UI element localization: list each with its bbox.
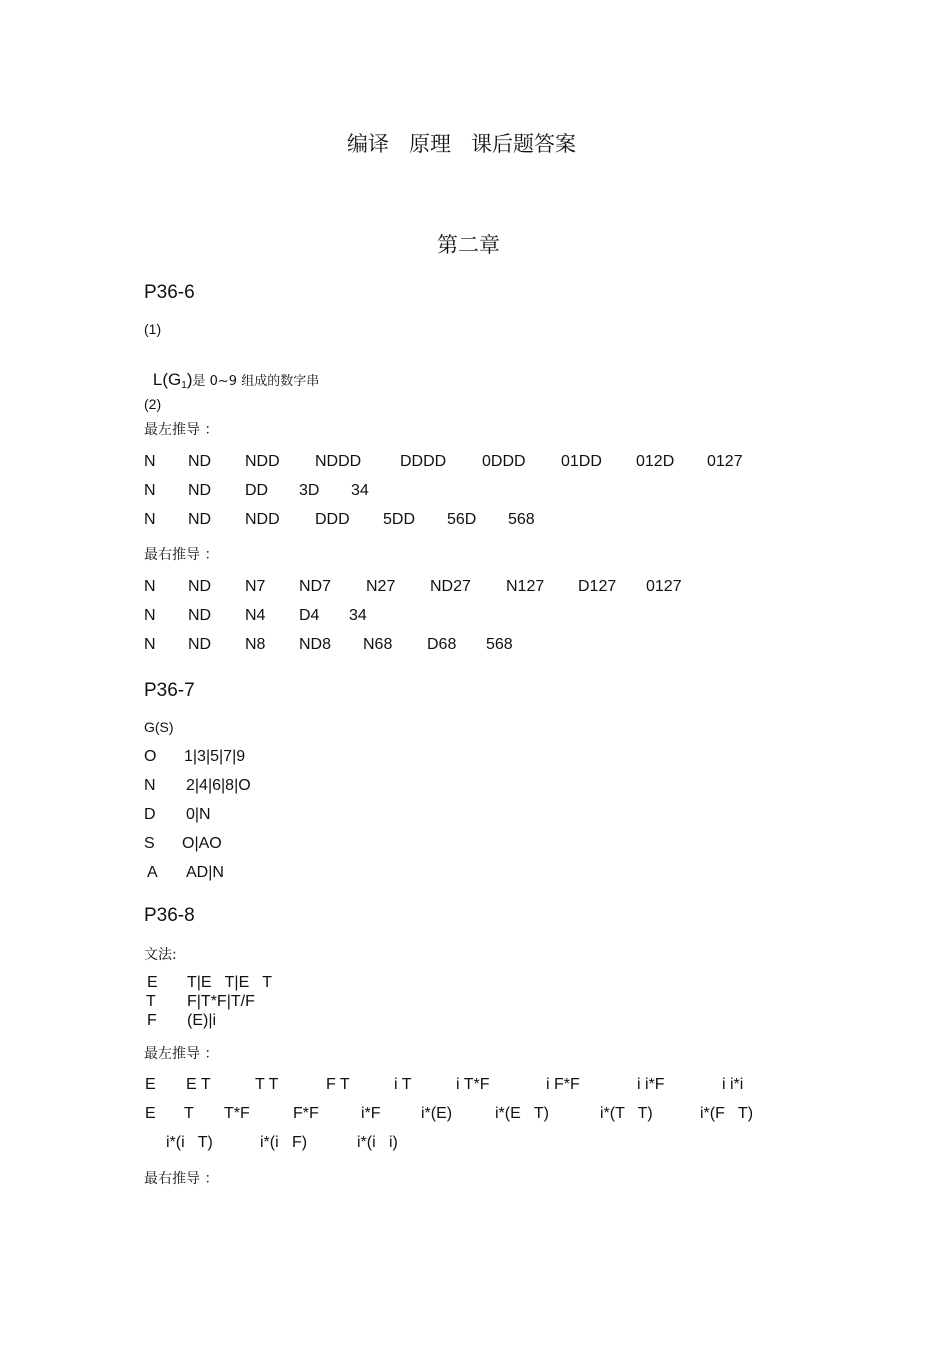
derivation-row	[0, 578, 950, 600]
derivation-step: i*(F T)	[700, 1105, 754, 1122]
derivation-step: DDD	[315, 511, 350, 528]
derivation-step: 56D	[447, 511, 477, 528]
derivation-step: T T	[255, 1076, 279, 1093]
leftmost-derivation-label: 最左推导 ：	[144, 1046, 219, 1062]
rule-lhs: N	[144, 777, 156, 794]
section-heading-p36-8: P36-8	[144, 905, 195, 926]
derivation-step: F*F	[293, 1105, 319, 1122]
derivation-step: i F*F	[546, 1076, 580, 1093]
rule-rhs: AD|N	[186, 864, 224, 881]
derivation-step: ND27	[430, 578, 471, 595]
derivation-step: N	[144, 607, 156, 624]
rule-rhs: 1|3|5|7|9	[184, 748, 246, 765]
derivation-step: 568	[486, 636, 513, 653]
language-paren-close: )	[186, 370, 193, 389]
language-paren-open: (	[162, 370, 169, 389]
derivation-row	[0, 1105, 950, 1127]
rightmost-derivation-label: 最右推导 ：	[144, 547, 219, 563]
production-rule	[0, 777, 950, 799]
derivation-row	[0, 636, 950, 658]
derivation-step: E	[145, 1105, 156, 1122]
rule-rhs: O|AO	[182, 835, 222, 852]
derivation-step: i T	[394, 1076, 412, 1093]
derivation-row	[0, 453, 950, 475]
derivation-step: N4	[245, 607, 266, 624]
production-rule	[0, 748, 950, 770]
derivation-step: N27	[366, 578, 396, 595]
derivation-step: N	[144, 511, 156, 528]
derivation-step: E T	[186, 1076, 211, 1093]
derivation-step: NDD	[245, 511, 280, 528]
rule-lhs: A	[147, 864, 158, 881]
derivation-step: DDDD	[400, 453, 447, 470]
derivation-step: N	[144, 453, 156, 470]
rule-lhs: S	[144, 835, 155, 852]
production-rule	[0, 864, 950, 886]
derivation-step: ND	[188, 511, 212, 528]
derivation-step: 3D	[299, 482, 320, 499]
derivation-step: 0127	[646, 578, 682, 595]
derivation-step: ND	[188, 578, 212, 595]
derivation-step: 012D	[636, 453, 675, 470]
derivation-step: N	[144, 636, 156, 653]
grammar-symbol: G	[168, 370, 182, 389]
derivation-step: NDD	[245, 453, 280, 470]
language-definition	[144, 352, 319, 391]
derivation-row	[0, 1134, 950, 1156]
production-rule	[0, 974, 950, 993]
production-rule	[0, 835, 950, 857]
derivation-step: E	[145, 1076, 156, 1093]
derivation-step: ND	[188, 482, 212, 499]
section-heading-p36-7: P36-7	[144, 680, 195, 701]
production-rule	[0, 806, 950, 828]
section-heading-p36-6: P36-6	[144, 282, 195, 303]
derivation-step: T*F	[224, 1105, 250, 1122]
derivation-step: D127	[578, 578, 617, 595]
derivation-step: ND	[188, 636, 212, 653]
rule-lhs: D	[144, 806, 156, 823]
derivation-step: N68	[363, 636, 393, 653]
derivation-step: 5DD	[383, 511, 416, 528]
grammar-name: G(S)	[144, 719, 174, 735]
derivation-step: N127	[506, 578, 545, 595]
derivation-step: i*F	[361, 1105, 381, 1122]
derivation-step: i i*F	[637, 1076, 665, 1093]
rule-lhs: E	[147, 974, 158, 991]
rule-rhs: 0|N	[186, 806, 211, 823]
derivation-step: i*(T T)	[600, 1105, 653, 1122]
derivation-step: i i*i	[722, 1076, 744, 1093]
derivation-step: D68	[427, 636, 457, 653]
rule-rhs: 2|4|6|8|O	[186, 777, 251, 794]
derivation-step: ND	[188, 453, 212, 470]
production-rule	[0, 1012, 950, 1031]
derivation-step: F T	[326, 1076, 350, 1093]
derivation-step: i*(i i)	[357, 1134, 398, 1151]
part-label-2: (2)	[144, 396, 162, 412]
derivation-step: i*(E)	[421, 1105, 453, 1122]
rule-lhs: T	[146, 993, 156, 1010]
derivation-step: i*(i T)	[166, 1134, 213, 1151]
rule-lhs: F	[147, 1012, 157, 1029]
derivation-step: i*(i F)	[260, 1134, 308, 1151]
derivation-step: N7	[245, 578, 266, 595]
rule-lhs: O	[144, 748, 157, 765]
derivation-step: NDDD	[315, 453, 362, 470]
derivation-step: i*(E T)	[495, 1105, 549, 1122]
derivation-step: 01DD	[561, 453, 602, 470]
derivation-step: ND8	[299, 636, 332, 653]
derivation-step: 568	[508, 511, 535, 528]
chapter-title: 第二章	[437, 233, 500, 257]
part-label-1: (1)	[144, 321, 162, 337]
derivation-row	[0, 607, 950, 629]
derivation-step: N8	[245, 636, 266, 653]
language-description: 是 0~9 组成的数字串	[192, 374, 320, 389]
derivation-step: ND7	[299, 578, 332, 595]
grammar-subscript: 1	[181, 380, 187, 391]
rule-rhs: F|T*F|T/F	[187, 993, 255, 1010]
derivation-step: N	[144, 482, 156, 499]
rule-rhs: (E)|i	[187, 1012, 217, 1029]
derivation-step: D4	[299, 607, 320, 624]
derivation-step: N	[144, 578, 156, 595]
leftmost-derivation-label: 最左推导 ：	[144, 422, 219, 438]
production-rule	[0, 993, 950, 1012]
language-symbol: L	[152, 370, 163, 389]
derivation-step: 0DDD	[482, 453, 526, 470]
derivation-step: T	[184, 1105, 194, 1122]
derivation-row	[0, 511, 950, 533]
derivation-row	[0, 482, 950, 504]
rightmost-derivation-label: 最右推导 ：	[144, 1171, 219, 1187]
grammar-label: 文法:	[144, 947, 177, 963]
document-title: 编译 原理 课后题答案	[347, 132, 577, 156]
derivation-step: i T*F	[456, 1076, 490, 1093]
derivation-row	[0, 1076, 950, 1098]
derivation-step: 34	[349, 607, 367, 624]
derivation-step: DD	[245, 482, 269, 499]
derivation-step: 0127	[707, 453, 743, 470]
derivation-step: 34	[351, 482, 369, 499]
rule-rhs: T|E T|E T	[187, 974, 273, 991]
derivation-step: ND	[188, 607, 212, 624]
